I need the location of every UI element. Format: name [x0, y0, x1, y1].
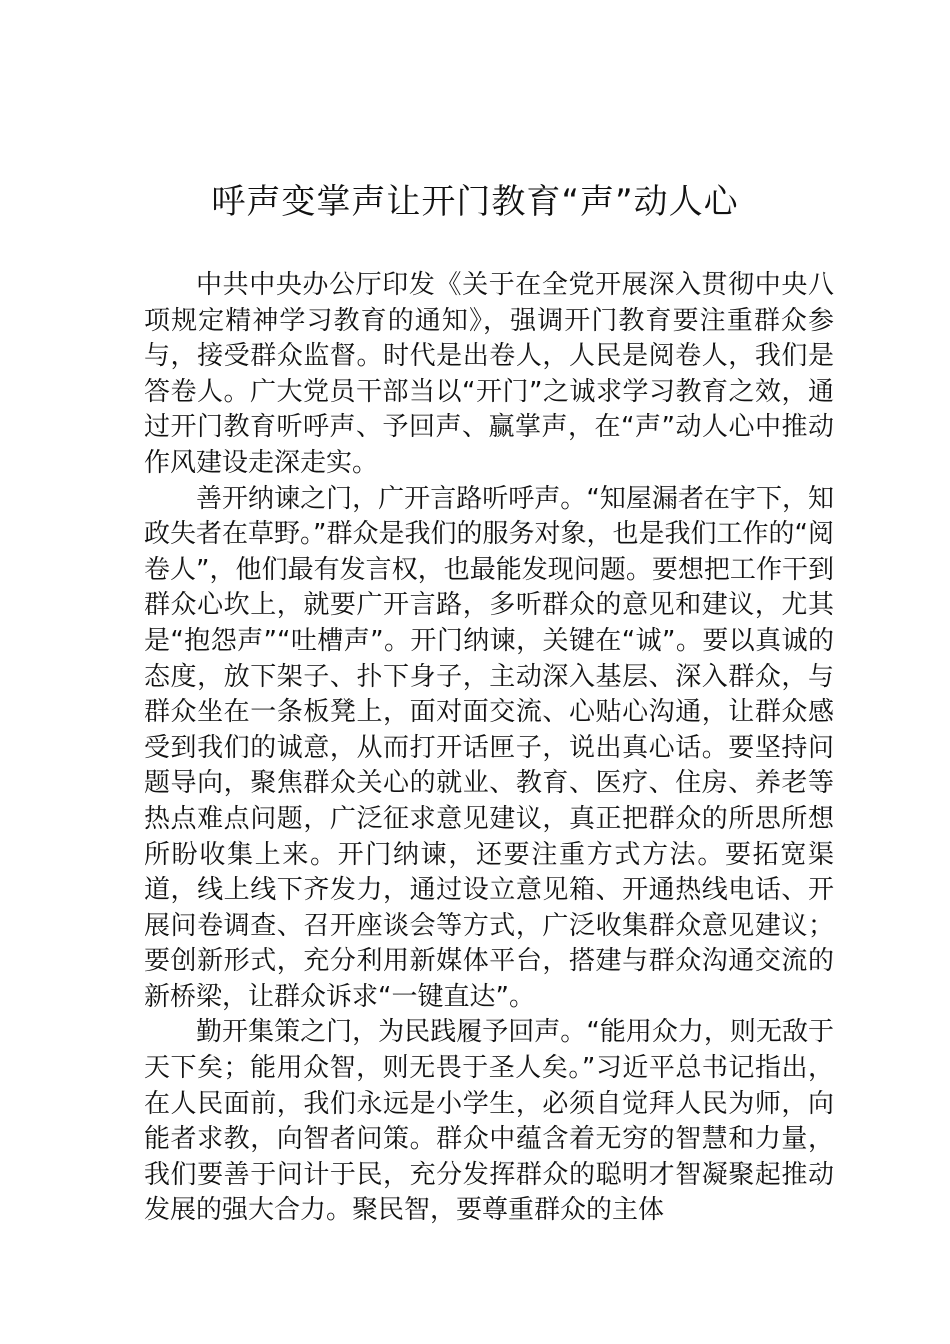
document-body [144, 268, 834, 1229]
paragraph: 善开纳谏之门，广开言路听呼声。“知屋漏者在宇下，知政失者在草野。”群众是我们的服务对象，也是我们工作的“阅卷人”，他们最有发言权，也最能发现问题。要想把工作干到群众心坎上，就要广开言路，多听群众的意见和建议，尤其是“抱怨声”“吐槽声”。开门纳谏，关键在“诚”。要以真诚的态度，放下架子、扑下身子，主动深入基层、深入群众，与群众坐在一条板凳上，面对面交流、心贴心沟通，让群众感受到我们的诚意，从而打开话匣子，说出真心话。要坚持问题导向，聚焦群众关心的就业、教育、医疗、住房、养老等热点难点问题，广泛征求意见建议，真正把群众的所思所想所盼收集上来。开门纳谏，还要注重方式方法。要拓宽渠道，线上线下齐发力，通过设立意见箱、开通热线电话、开展问卷调查、召开座谈会等方式，广泛收集群众意见建议；要创新形式，充分利用新媒体平台，搭建与群众沟通交流的新桥梁，让群众诉求“一键直达”。 [144, 483, 834, 1012]
paragraph: 勤开集策之门，为民践履予回声。“能用众力，则无敌于天下矣；能用众智，则无畏于圣人矣。”习近平总书记指出，在人民面前，我们永远是小学生，必须自觉拜人民为师，向能者求教，向智者问策。群众中蕴含着无穷的智慧和力量，我们要善于问计于民，充分发挥群众的聪明才智凝聚起推动发展的强大合力。聚民智，要尊重群众的主体 [144, 1017, 834, 1226]
paragraph: 中共中央办公厅印发《关于在全党开展深入贯彻中央八项规定精神学习教育的通知》，强调开门教育要注重群众参与，接受群众监督。时代是出卷人，人民是阅卷人，我们是答卷人。广大党员干部当以“开门”之诚求学习教育之效，通过开门教育听呼声、予回声、赢掌声，在“声”动人心中推动作风建设走深走实。 [144, 270, 834, 478]
document-title: 呼声变掌声让开门教育“声”动人心 [211, 182, 739, 222]
